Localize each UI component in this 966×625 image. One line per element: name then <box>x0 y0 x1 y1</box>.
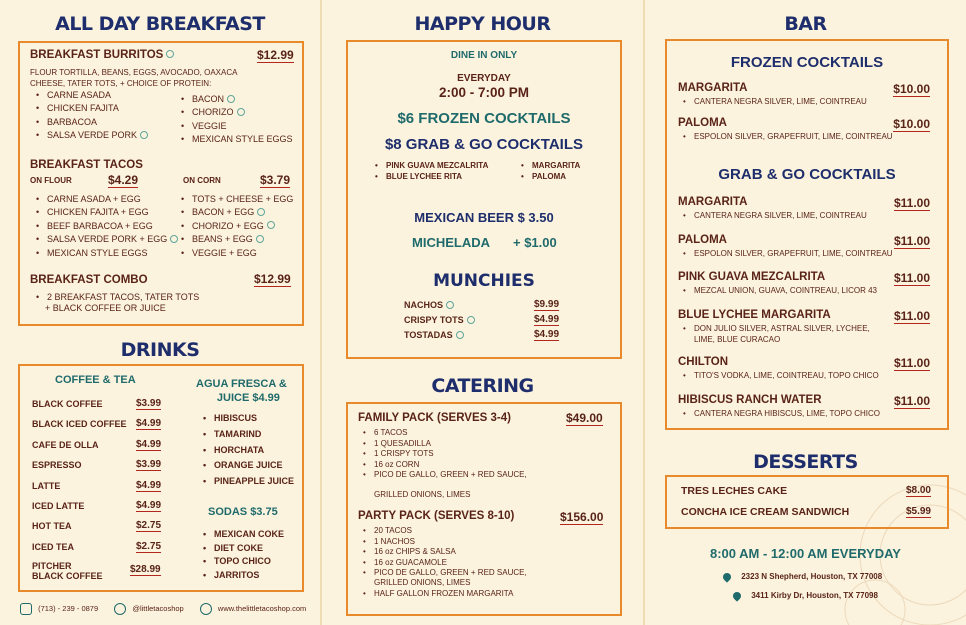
list-item: • PINEAPPLE JUICE <box>202 474 294 490</box>
list-item: • CARNE ASADA + EGG <box>35 193 178 206</box>
smile-icon <box>227 95 235 103</box>
item-name: ICED TEA <box>32 541 75 552</box>
item-name <box>404 330 464 340</box>
breakfast-box <box>18 41 304 326</box>
list-item: • BEANS + EGG <box>180 233 293 246</box>
cocktail-name: PALOMA <box>678 233 727 246</box>
cocktail-name: MARGARITA <box>678 196 748 208</box>
list-item: • BACON <box>180 93 293 106</box>
item-name <box>404 315 475 325</box>
item-price: $4.99 <box>136 418 162 430</box>
address-2[interactable]: 3411 Kirby Dr, Houston, TX 77098 <box>751 591 878 600</box>
cocktail-desc <box>682 132 893 143</box>
menu-row <box>404 298 564 313</box>
dine-in-only: DINE IN ONLY <box>450 50 518 61</box>
list-item: • TAMARIND <box>202 427 294 443</box>
pitcher-line: PITCHER <box>32 561 72 571</box>
list-item: • 20 TACOS <box>362 526 527 537</box>
tacos-left-list <box>35 193 178 260</box>
menu-row <box>32 457 162 477</box>
munchies-list <box>404 298 564 343</box>
dessert-row <box>681 505 931 526</box>
menu-row <box>404 313 564 328</box>
cocktail-row <box>678 82 940 117</box>
smile-icon <box>256 235 264 243</box>
list-item: • PICO DE GALLO, GREEN + RED SAUCE, <box>362 568 527 579</box>
party-pack-list <box>362 526 527 579</box>
family-pack-cont: GRILLED ONIONS, LIMES <box>374 490 471 499</box>
tacos-name: BREAKFAST TACOS <box>30 159 143 171</box>
list-item: • TOTS + CHEESE + EGG <box>180 193 293 206</box>
pitcher-price: $28.99 <box>130 564 161 575</box>
cocktail-row <box>678 271 940 309</box>
menu-row <box>32 478 162 498</box>
item-price: $9.99 <box>534 299 560 310</box>
list-item: • ORANGE JUICE <box>202 458 294 474</box>
item-price: $4.99 <box>534 329 560 340</box>
location-1 <box>723 572 882 581</box>
menu-row <box>404 328 564 343</box>
list-item: • CHICKEN FAJITA + EGG <box>35 206 178 219</box>
list-item: • 16 oz CHIPS & SALSA <box>362 547 527 558</box>
list-item: • CARNE ASADA <box>35 89 148 102</box>
cocktail-price: $10.00 <box>893 117 930 131</box>
cocktail-row <box>678 356 940 394</box>
cocktail-row <box>678 117 940 152</box>
smile-icon <box>467 316 475 324</box>
family-pack-name: FAMILY PACK (SERVES 3-4) <box>358 412 511 424</box>
cocktail-price: $11.00 <box>893 271 930 285</box>
list-item: • SALSA VERDE PORK <box>35 129 148 142</box>
grab-go-cocktails-list <box>678 196 940 431</box>
cocktail-name: BLUE LYCHEE MARGARITA <box>678 308 831 321</box>
item-name: LATTE <box>32 480 61 491</box>
bar-box <box>665 39 949 430</box>
smile-icon <box>237 108 245 116</box>
cocktail-price: $11.00 <box>893 196 930 210</box>
list-item: • 2 BREAKFAST TACOS, TATER TOTS <box>35 292 199 303</box>
happy-hour-box <box>346 40 622 359</box>
desserts-box <box>665 475 949 529</box>
dessert-price: $5.99 <box>905 506 931 517</box>
drinks-box <box>18 364 304 592</box>
list-item: • JARRITOS <box>202 569 284 583</box>
cocktail-row <box>678 196 940 234</box>
item-price: $4.99 <box>136 438 162 450</box>
list-item: • VEGGIE + EGG <box>180 247 293 260</box>
smile-icon <box>456 331 464 339</box>
list-item: • BEEF BARBACOA + EGG <box>35 220 178 233</box>
list-item: • HIBISCUS <box>202 411 294 427</box>
list-item: • CANTERA NEGRA SILVER, LIME, COINTREAU <box>682 211 867 222</box>
list-item: • MEXICAN STYLE EGGS <box>35 247 178 260</box>
cocktail-price: $10.00 <box>893 82 930 96</box>
burritos-desc <box>30 67 300 89</box>
menu-row <box>32 498 162 518</box>
catering-box <box>346 402 622 616</box>
list-item: • PICO DE GALLO, GREEN + RED SAUCE, <box>362 470 527 481</box>
burritos-name: BREAKFAST BURRITOS <box>30 49 174 61</box>
combo-price: $12.99 <box>254 272 291 286</box>
list-item: • ESPOLON SILVER, GRAPEFRUIT, LIME, COINTREAU <box>682 132 893 143</box>
list-item: • PALOMA <box>520 171 580 182</box>
smile-icon <box>257 208 265 216</box>
sodas-list <box>202 528 284 582</box>
agua-list <box>202 411 294 490</box>
item-name: ESPRESSO <box>32 460 82 471</box>
map-pin-icon <box>721 571 732 582</box>
item-name <box>404 300 454 310</box>
cocktail-desc <box>682 211 867 222</box>
item-name-text: TOSTADAS <box>404 330 453 340</box>
cocktail-desc <box>682 371 879 382</box>
contact-footer <box>20 603 306 615</box>
breakfast-title: ALL DAY BREAKFAST <box>55 13 265 35</box>
item-name: BLACK ICED COFFEE <box>32 419 127 430</box>
cocktail-row <box>678 394 940 432</box>
pitcher-line: BLACK COFFEE <box>32 571 103 581</box>
cocktail-price: $11.00 <box>893 356 930 370</box>
menu-row <box>32 518 162 538</box>
item-name-text: CRISPY TOTS <box>404 315 464 325</box>
party-pack-last <box>362 589 513 600</box>
list-item: • PINK GUAVA MEZCALRITA <box>374 160 488 171</box>
catering-title: CATERING <box>431 375 534 397</box>
mexican-beer-deal: MEXICAN BEER $ 3.50 <box>414 210 554 225</box>
list-item: • DIET COKE <box>202 542 284 556</box>
list-item: • CHORIZO <box>180 106 293 119</box>
cocktail-name: CHILTON <box>678 356 729 368</box>
list-item: • DON JULIO SILVER, ASTRAL SILVER, LYCHEE, <box>682 324 870 335</box>
list-item: • ESPOLON SILVER, GRAPEFRUIT, LIME, COINTREAU <box>682 249 893 260</box>
cocktail-price: $11.00 <box>893 308 930 323</box>
frozen-cocktails-list <box>678 82 940 152</box>
bar-title: BAR <box>784 13 827 35</box>
grab-right-list <box>520 160 580 182</box>
smile-icon <box>140 131 148 139</box>
family-pack-price: $49.00 <box>566 411 603 425</box>
cocktail-desc <box>682 286 877 297</box>
cocktail-name: MARGARITA <box>678 82 748 94</box>
social-handle[interactable]: @littletacoshop <box>132 603 184 613</box>
item-name: ICED LATTE <box>32 500 85 511</box>
breakfast-column <box>0 0 320 625</box>
list-item: • CANTERA NEGRA HIBISCUS, LIME, TOPO CHICO <box>682 409 880 420</box>
website-link[interactable]: www.thelittletacoshop.com <box>217 603 307 613</box>
coffee-list <box>32 396 162 559</box>
item-name: HOT TEA <box>32 521 72 532</box>
item-price: $3.99 <box>136 398 162 409</box>
drinks-title: DRINKS <box>120 339 200 361</box>
hours: 8:00 AM - 12:00 AM EVERYDAY <box>710 546 901 561</box>
agua-title-line: JUICE $4.99 <box>216 392 280 404</box>
list-item: • 1 NACHOS <box>362 537 527 548</box>
grab-go-deal: $8 GRAB & GO COCKTAILS <box>384 136 584 153</box>
menu-row <box>32 396 162 416</box>
address-1[interactable]: 2323 N Shepherd, Houston, TX 77008 <box>741 572 883 581</box>
cocktail-name: PALOMA <box>678 117 727 129</box>
smile-icon <box>267 221 275 229</box>
cocktail-price: $11.00 <box>893 233 930 248</box>
frozen-cocktails-title: FROZEN COCKTAILS <box>730 54 884 71</box>
location-2 <box>733 591 878 600</box>
dessert-list <box>681 484 931 526</box>
party-pack-cont: GRILLED ONIONS, LIMES <box>374 578 471 587</box>
list-item: • 1 CRISPY TOTS <box>362 449 527 460</box>
burritos-desc-line: CHEESE, TATER TOTS, + CHOICE OF PROTEIN: <box>30 79 212 88</box>
phone-number[interactable]: (713) - 239 - 0879 <box>38 603 99 613</box>
list-item: • CANTERA NEGRA SILVER, LIME, COINTREAU <box>682 97 867 108</box>
happy-hour-time: 2:00 - 7:00 PM <box>438 85 530 100</box>
cocktail-name: PINK GUAVA MEZCALRITA <box>678 271 826 283</box>
item-price: $4.99 <box>534 314 560 325</box>
menu-row <box>32 539 162 559</box>
party-pack-price: $156.00 <box>560 510 604 524</box>
phone-icon <box>20 603 32 615</box>
smile-icon <box>166 50 174 58</box>
burritos-price: $12.99 <box>257 48 294 62</box>
list-item: • MEZCAL UNION, GUAVA, COINTREAU, LICOR 43 <box>682 286 877 297</box>
everyday-label: EVERYDAY <box>457 73 511 84</box>
michelada-label: MICHELADA <box>412 235 490 250</box>
frozen-deal: $6 FROZEN COCKTAILS <box>397 110 571 127</box>
list-item: • 16 oz GUACAMOLE <box>362 558 527 569</box>
agua-title <box>196 377 287 405</box>
tacos-corn-label: ON CORN <box>183 176 221 185</box>
dessert-name: TRES LECHES CAKE <box>681 485 788 497</box>
burritos-desc-line: FLOUR TORTILLA, BEANS, EGGS, AVOCADO, OAXACA <box>30 68 238 77</box>
item-price: $2.75 <box>136 540 162 552</box>
bar-column <box>645 0 966 625</box>
happy-hour-column <box>322 0 643 625</box>
menu-row <box>32 437 162 457</box>
dessert-price: $8.00 <box>905 485 931 496</box>
globe-icon <box>200 603 212 615</box>
coffee-title: COFFEE & TEA <box>55 374 136 386</box>
michelada-price: + $1.00 <box>513 235 557 250</box>
list-item: • TITO'S VODKA, LIME, COINTREAU, TOPO CHICO <box>682 371 879 382</box>
combo-name: BREAKFAST COMBO <box>30 274 148 286</box>
list-item: • 16 oz CORN <box>362 460 527 471</box>
dessert-row <box>681 484 931 505</box>
cocktail-price: $11.00 <box>893 393 930 408</box>
grab-left-list <box>374 160 488 182</box>
party-pack-name: PARTY PACK (SERVES 8-10) <box>358 510 515 522</box>
agua-title-line: AGUA FRESCA & <box>196 378 287 390</box>
item-name-text: NACHOS <box>404 300 444 310</box>
item-price: $4.99 <box>136 479 162 491</box>
smile-icon <box>446 301 454 309</box>
list-item: • HALF GALLON FROZEN MARGARITA <box>362 589 513 600</box>
burritos-right-list <box>180 93 293 147</box>
sodas-title: SODAS $3.75 <box>208 506 278 518</box>
tacos-flour-price: $4.29 <box>108 173 139 187</box>
cocktail-desc <box>682 324 870 335</box>
list-item: • BACON + EGG <box>180 206 293 219</box>
list-item: • MEXICAN COKE <box>202 528 284 542</box>
list-item: • TOPO CHICO <box>202 555 284 569</box>
cocktail-row <box>678 234 940 272</box>
list-item: • 1 QUESADILLA <box>362 439 527 450</box>
happy-hour-title: HAPPY HOUR <box>414 13 551 35</box>
item-price: $2.75 <box>136 520 162 532</box>
combo-desc <box>35 292 199 303</box>
munchies-title: MUNCHIES <box>433 271 535 291</box>
combo-desc-line2: + BLACK COFFEE OR JUICE <box>45 303 166 313</box>
cocktail-desc-line2: LIME, BLUE CURACAO <box>694 334 781 344</box>
list-item: • BLUE LYCHEE RITA <box>374 171 488 182</box>
cocktail-name: HIBISCUS RANCH WATER <box>678 393 822 406</box>
menu-row <box>32 416 162 436</box>
smile-icon <box>170 235 178 243</box>
list-item: • MARGARITA <box>520 160 580 171</box>
item-price: $3.99 <box>136 459 162 471</box>
family-pack-list <box>362 428 527 481</box>
instagram-icon <box>114 603 126 615</box>
cocktail-desc <box>682 409 880 420</box>
cocktail-desc <box>682 97 867 108</box>
burritos-left-list <box>35 89 148 143</box>
list-item: • MEXICAN STYLE EGGS <box>180 133 293 146</box>
list-item: • CHORIZO + EGG <box>180 220 293 233</box>
list-item: • BARBACOA <box>35 116 148 129</box>
tacos-right-list <box>180 193 293 260</box>
map-pin-icon <box>731 590 742 601</box>
tacos-flour-label: ON FLOUR <box>30 176 72 185</box>
item-name: BLACK COFFEE <box>32 399 103 409</box>
pitcher-name <box>32 561 103 581</box>
cocktail-row <box>678 309 940 357</box>
list-item: • CHICKEN FAJITA <box>35 102 148 115</box>
item-price: $4.99 <box>136 499 162 511</box>
item-name: CAFE DE OLLA <box>32 439 99 450</box>
list-item: • SALSA VERDE PORK + EGG <box>35 233 178 246</box>
list-item: • 6 TACOS <box>362 428 527 439</box>
grab-go-cocktails-title: GRAB & GO COCKTAILS <box>718 166 896 183</box>
desserts-title: DESSERTS <box>753 451 858 473</box>
list-item: • HORCHATA <box>202 443 294 459</box>
dessert-name: CONCHA ICE CREAM SANDWICH <box>681 506 850 518</box>
cocktail-desc <box>682 249 893 260</box>
list-item: • VEGGIE <box>180 120 293 133</box>
tacos-corn-price: $3.79 <box>260 173 291 187</box>
